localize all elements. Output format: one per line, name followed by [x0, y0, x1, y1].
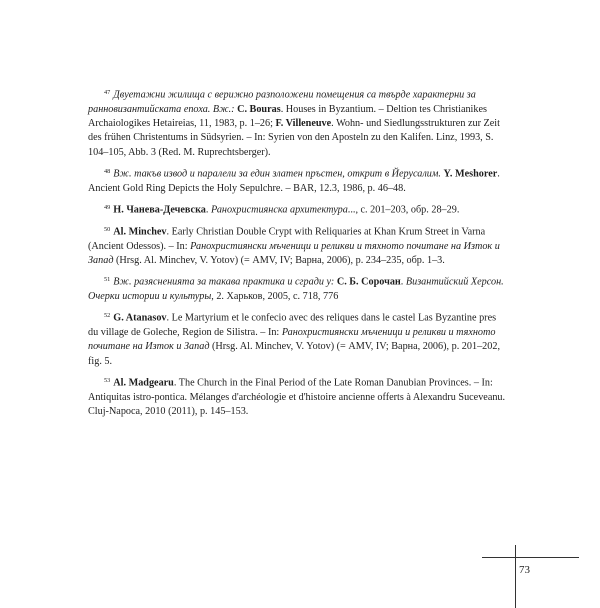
author-name: G. Atanasov: [113, 312, 167, 324]
citation-text: (Hrsg. Al. Minchev, V. Yotov) (= AMV, IV; Варна, 2006), p. 234–235, обр. 1–3.: [113, 254, 445, 266]
footnote-number: 50: [104, 225, 111, 233]
italic-text: Ранохристиянски мъченици и реликви и тяхното почитане на Изток и Запад: [88, 240, 500, 266]
citation-text: ..., с. 201–203, обр. 28–29.: [347, 204, 460, 216]
citation-text: . The Church in the Final Period of the Late Roman Danubian Provinces. – In: Antiquitas istro-pontica. Mélanges d'archéologie et d'histoire ancienne offerts à Alexandru Suceveanu. Cluj-Napoca, 2010 (2011), p. 145–153.: [88, 377, 506, 418]
citation-text: . Houses in Byzantium. – Deltion tes Christianikes Archaiologikes Hetaireias, 11, 1983, p. 1–26;: [88, 103, 487, 130]
citation-text: .: [400, 276, 406, 288]
italic-text: Ранохристиянски мъченици и реликви и тяхното почитане на Изток и Запад: [88, 327, 496, 353]
author-name: Al. Madgearu: [113, 377, 174, 389]
citation-text: (Hrsg. Al. Minchev, V. Yotov) (= AMV, IV; Варна, 2006), p. 201–202, fig. 5.: [88, 341, 500, 367]
footnote-number: 47: [104, 89, 111, 96]
citation-text: . Le Martyrium et le confecio avec des reliques dans le castel Las Byzantine pres du village de Goleche, Region de Silistra. – In:: [88, 312, 497, 339]
author-name: Y. Meshorer: [443, 168, 498, 180]
crop-mark-horizontal: [482, 557, 579, 558]
footnotes-block: [88, 86, 508, 424]
crop-mark-vertical: [515, 545, 516, 608]
footnote-49: [88, 201, 508, 218]
citation-text: . Wohn- und Siedlungsstrukturen zur Zeit des frühen Christentums in Südsyrien. – In: Syrien von den Aposteln zu den Kalifen. Linz, 1993, S. 104–105, Abb. 3 (Red. M. Ruprechtsberger).: [88, 118, 500, 158]
citation-text: . Ancient Gold Ring Depicts the Holy Sepulchre. – BAR, 12.3, 1986, p. 46–48.: [88, 168, 500, 194]
footnote-number: 53: [104, 377, 111, 385]
italic-text: Двуетажни жилища с верижно разположени помещения са твърде характерни за ранновизантийската епоха.: [88, 89, 476, 115]
footnote-50: [88, 223, 508, 268]
italic-text: Ранохристиянска архитектура: [210, 204, 348, 216]
author-name: Al. Minchev: [113, 226, 167, 238]
page-number: 73: [519, 564, 530, 576]
citation-text: , 2. Харьков, 2005, с. 718, 776: [211, 291, 339, 303]
citation-text: .: [205, 204, 211, 216]
footnote-number: 49: [104, 204, 111, 212]
author-name: C. Bouras: [237, 103, 281, 115]
footnote-51: [88, 273, 508, 304]
citation-text: . Early Christian Double Crypt with Reliquaries at Khan Krum Street in Varna (Ancient Odessos). – In:: [88, 226, 486, 252]
footnote-47: [88, 86, 508, 160]
italic-text: Вж. такъв извод и паралели за един златен пръстен, открит в Йерусалим.: [113, 168, 444, 180]
footnote-53: [88, 374, 508, 419]
italic-text: Византийский Херсон. Очерки истории и культуры: [88, 276, 504, 303]
footnote-number: 52: [104, 312, 111, 320]
italic-text: Вж.:: [210, 103, 238, 115]
footnote-52: [88, 309, 508, 369]
footnote-48: [88, 165, 508, 196]
footnote-number: 51: [104, 276, 111, 284]
italic-text: Вж. разясненията за такава практика и сгради у:: [113, 276, 337, 288]
author-name: С. Б. Сорочан: [336, 276, 401, 288]
footnote-number: 48: [104, 167, 111, 175]
author-name: F. Villeneuve: [275, 118, 332, 130]
author-name: Н. Чанева-Дечевска: [113, 204, 206, 216]
